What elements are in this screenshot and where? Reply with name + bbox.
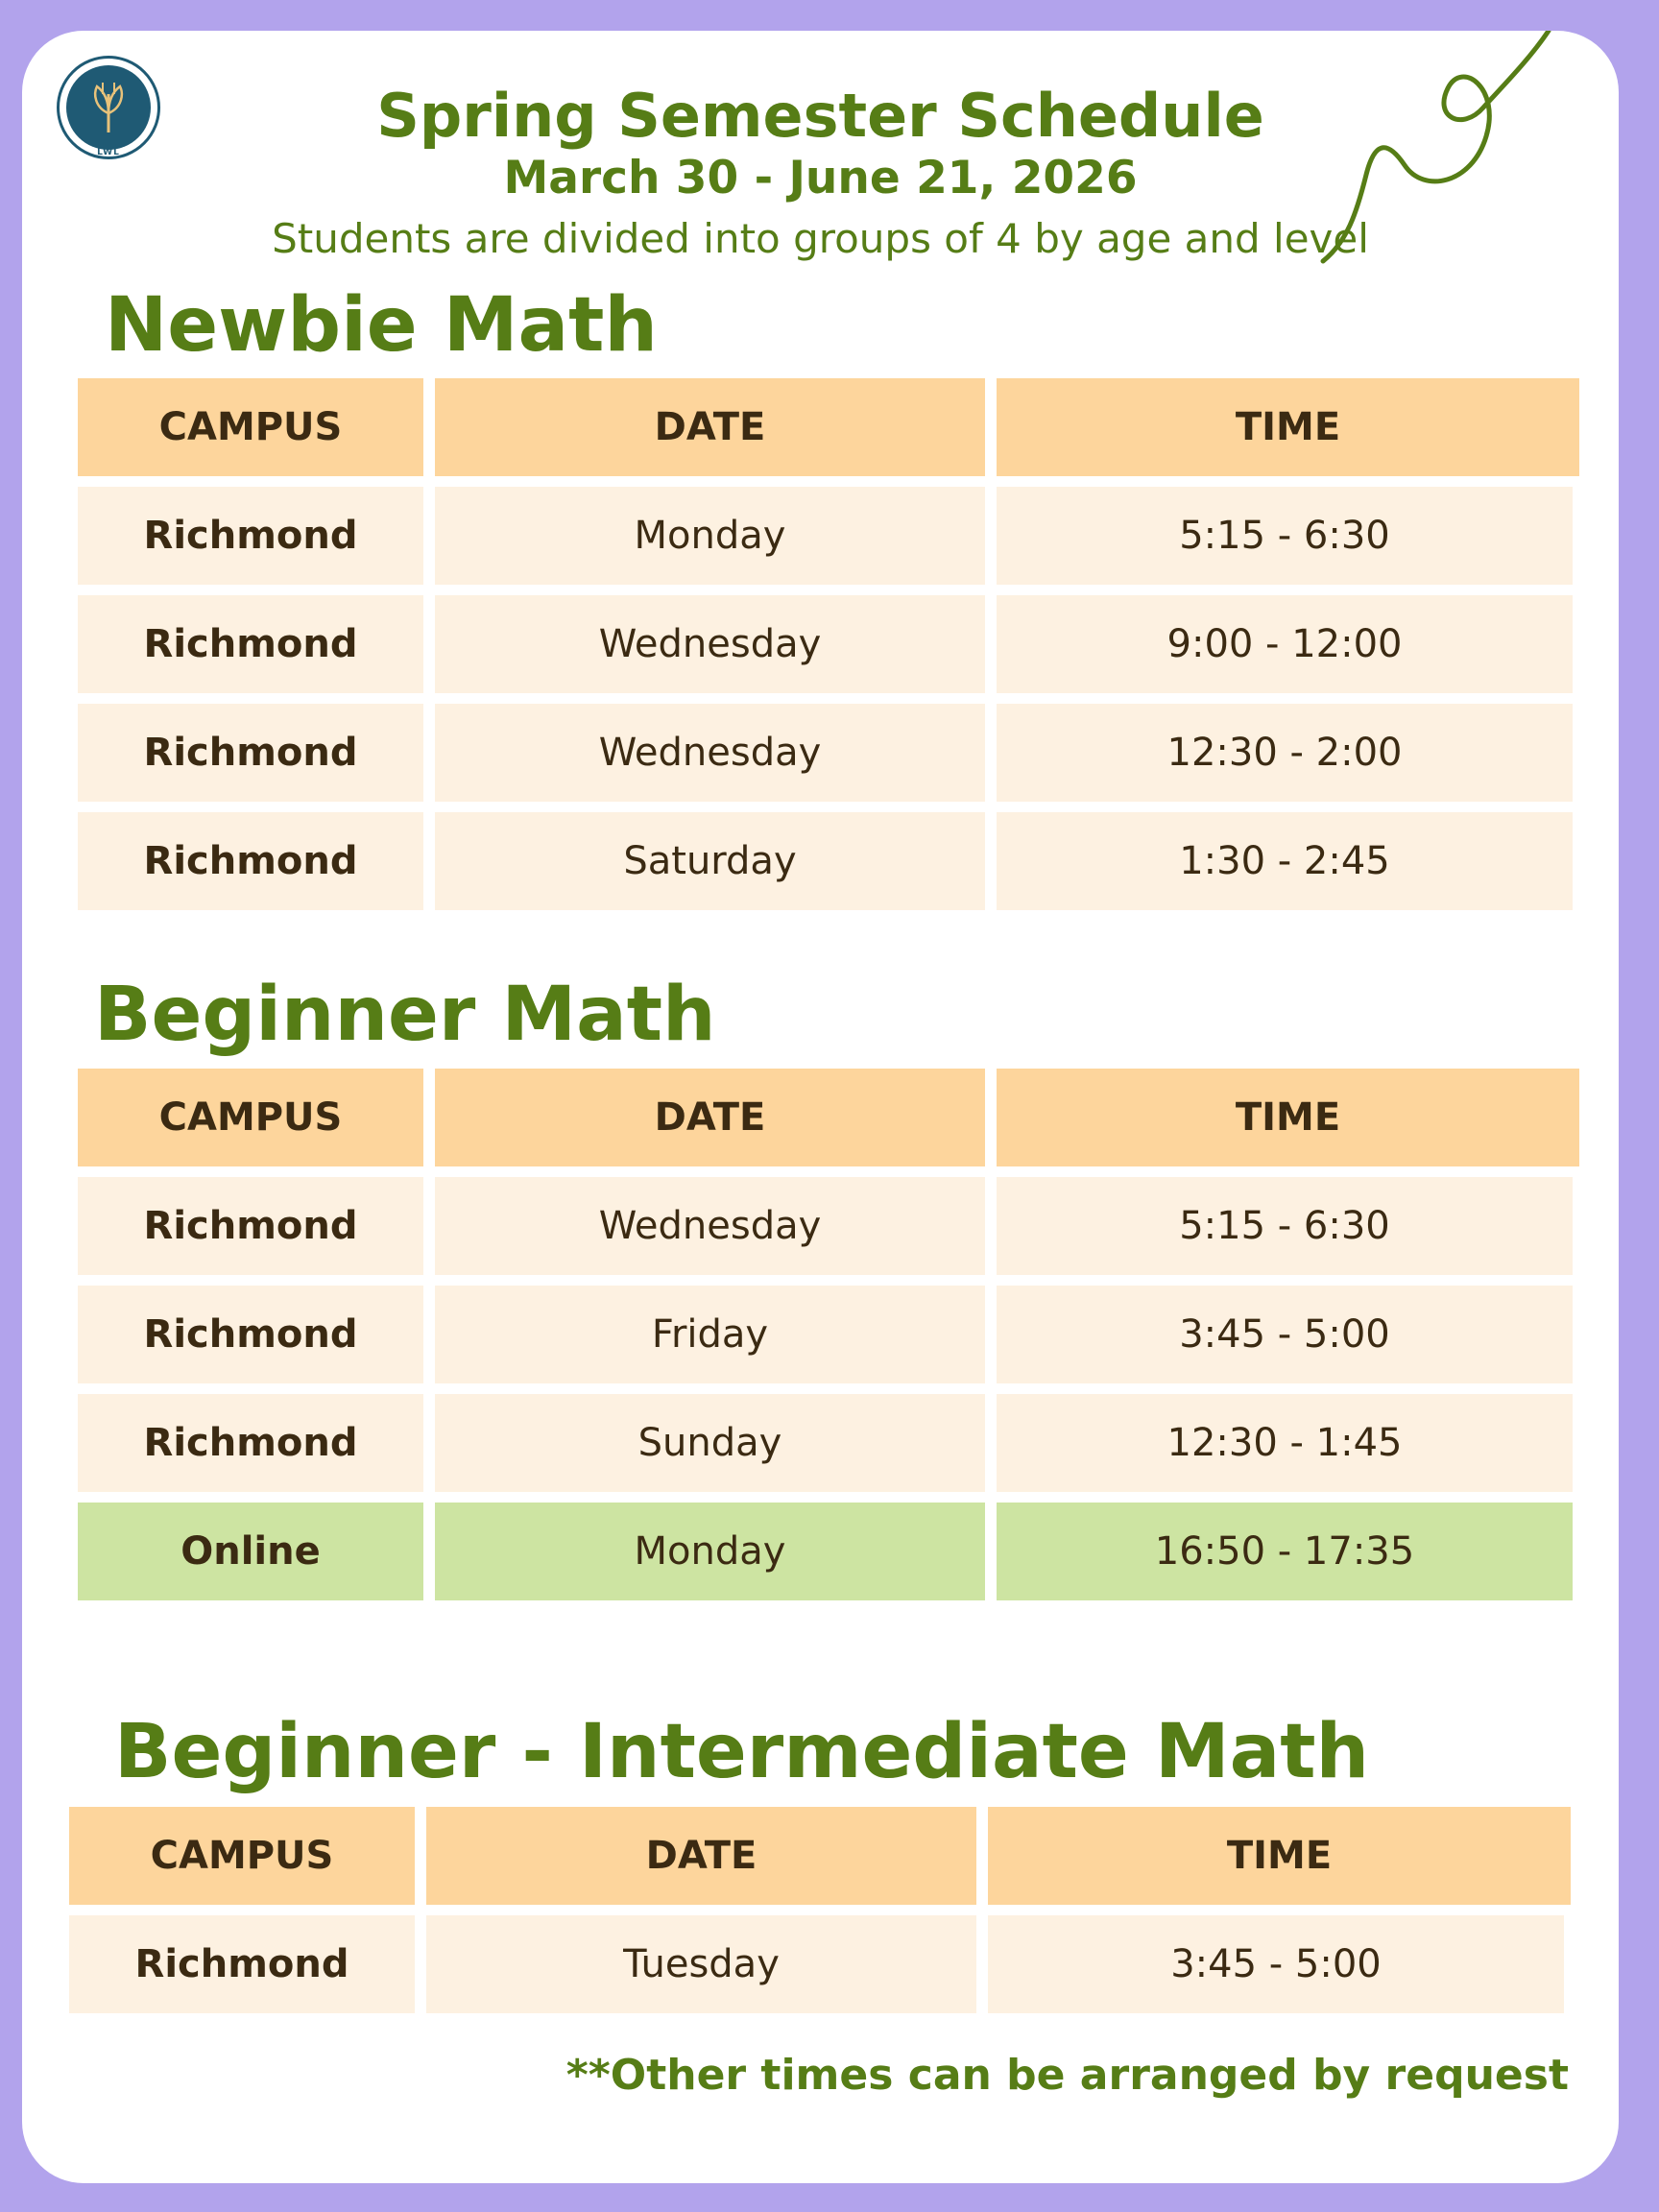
time-cell: 3:45 - 5:00 [988,1915,1564,2013]
beginner-intermediate-math-table [69,1807,1571,2013]
header-time: TIME [997,378,1579,476]
campus-cell: Richmond [69,1915,415,2013]
tagline: Students are divided into groups of 4 by age and level [272,215,1369,262]
header-time: TIME [997,1069,1579,1166]
time-cell: 5:15 - 6:30 [997,1177,1573,1275]
campus-cell: Richmond [78,704,423,802]
campus-cell: Richmond [78,1177,423,1275]
time-cell: 3:45 - 5:00 [997,1286,1573,1383]
campus-cell: Richmond [78,1286,423,1383]
date-cell: Monday [435,1503,985,1600]
header-campus: CAMPUS [69,1807,415,1905]
section-title-newbie-math: Newbie Math [105,282,658,369]
campus-cell: Online [78,1503,423,1600]
header-campus: CAMPUS [78,378,423,476]
section-title-beginner-intermediate-math: Beginner - Intermediate Math [114,1709,1370,1795]
campus-cell: Richmond [78,1394,423,1492]
time-cell: 12:30 - 2:00 [997,704,1573,802]
beginner-math-table [78,1069,1579,1633]
header-time: TIME [988,1807,1571,1905]
time-cell: 12:30 - 1:45 [997,1394,1573,1492]
time-cell: 1:30 - 2:45 [997,812,1573,910]
date-cell: Wednesday [435,595,985,693]
time-cell: 9:00 - 12:00 [997,595,1573,693]
date-cell: Friday [435,1286,985,1383]
header-campus: CAMPUS [78,1069,423,1166]
time-cell: 16:50 - 17:35 [997,1503,1573,1600]
campus-cell: Richmond [78,812,423,910]
schedule-card [22,31,1619,2183]
page-title: Spring Semester Schedule [376,81,1264,151]
date-cell: Tuesday [426,1915,976,2013]
footer-note: **Other times can be arranged by request [565,2051,1569,2100]
date-cell: Sunday [435,1394,985,1492]
date-cell: Monday [435,487,985,585]
date-cell: Wednesday [435,1177,985,1275]
newbie-math-table [78,378,1579,943]
date-range: March 30 - June 21, 2026 [503,152,1138,204]
section-title-beginner-math: Beginner Math [94,972,716,1058]
logo-text: LWL [97,148,120,157]
header-date: DATE [426,1807,976,1905]
campus-cell: Richmond [78,595,423,693]
date-cell: Wednesday [435,704,985,802]
date-cell: Saturday [435,812,985,910]
campus-cell: Richmond [78,487,423,585]
header-date: DATE [435,1069,985,1166]
time-cell: 5:15 - 6:30 [997,487,1573,585]
header-date: DATE [435,378,985,476]
